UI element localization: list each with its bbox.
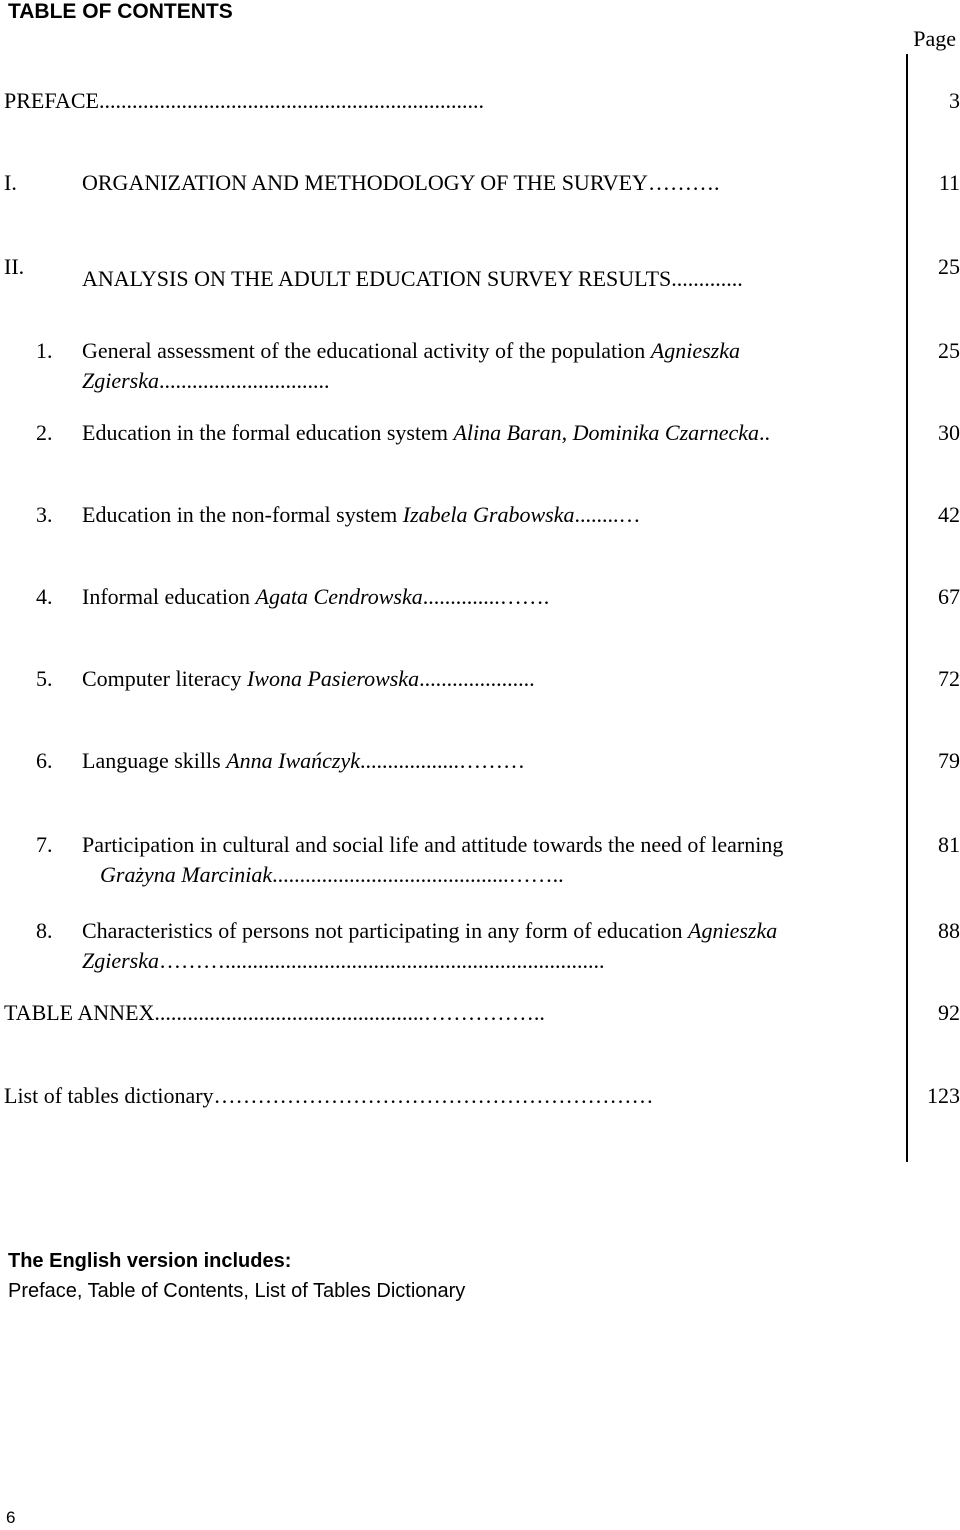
entry-page: 25 (938, 254, 960, 279)
entry-number: 2. (36, 420, 53, 445)
entry-leader: ............................... (159, 368, 330, 393)
entry-title: General assessment of the educational activity of the population (82, 338, 651, 363)
entry-title: Education in the non-formal system (82, 502, 403, 527)
entry-title: TABLE ANNEX.................................................…………….. (4, 1000, 545, 1025)
entry-number: 7. (36, 832, 53, 857)
entry-number: 8. (36, 918, 53, 943)
entry-author-cont: Zgierska (82, 368, 159, 393)
entry-title: Participation in cultural and social life and attitude towards the need of learning (82, 832, 784, 857)
entry-title: Characteristics of persons not participating in any form of education (82, 918, 689, 943)
entry-page: 30 (938, 420, 960, 445)
entry-leader: ........… (574, 502, 641, 527)
english-version-heading: The English version includes: (8, 1250, 292, 1272)
entry-title: List of tables dictionary…………………………………………………… (4, 1083, 654, 1108)
toc-entry-tables-dictionary[interactable] (4, 1081, 654, 1111)
entry-page: 72 (938, 666, 960, 691)
entry-number: 1. (36, 338, 53, 363)
entry-author: Agnieszka (688, 918, 778, 943)
entry-title: ANALYSIS ON THE ADULT EDUCATION SURVEY RESULTS............. (82, 266, 743, 291)
entry-page: 42 (938, 502, 960, 527)
toc-entry-computer-literacy[interactable] (82, 664, 535, 694)
toc-entry-general-assessment[interactable] (82, 336, 740, 396)
toc-entry-non-formal[interactable] (82, 500, 640, 530)
entry-leader: ..................……… (360, 748, 525, 773)
entry-author: Iwona Pasierowska (246, 666, 420, 691)
entry-number: 4. (36, 584, 53, 609)
entry-title: Language skills (82, 748, 227, 773)
entry-author: Anna Iwańczyk (226, 748, 360, 773)
toc-entry-language-skills[interactable] (82, 746, 525, 776)
entry-page: 79 (938, 748, 960, 773)
english-version-text: Preface, Table of Contents, List of Tables Dictionary (8, 1280, 466, 1302)
entry-title: PREFACE...................................................................... (4, 88, 484, 113)
toc-entry-formal-education[interactable] (82, 418, 770, 448)
page-column-label: Page (913, 26, 956, 51)
entry-page: 3 (949, 88, 960, 113)
entry-leader: ..............……. (422, 584, 550, 609)
entry-number: I. (4, 170, 17, 195)
entry-title: ORGANIZATION AND METHODOLOGY OF THE SURVEY………. (82, 170, 720, 195)
toc-entry-analysis[interactable] (82, 264, 743, 294)
entry-author-cont: Zgierska (82, 948, 159, 973)
toc-entry-organization[interactable] (4, 168, 719, 198)
entry-page: 92 (938, 1000, 960, 1025)
entry-author: Alina Baran, Dominika Czarnecka (453, 420, 759, 445)
entry-page: 88 (938, 918, 960, 943)
entry-leader: .. (759, 420, 770, 445)
page-number: 6 (6, 1508, 16, 1527)
entry-number: 5. (36, 666, 53, 691)
entry-title: Education in the formal education system (82, 420, 454, 445)
toc-entry-table-annex[interactable] (4, 998, 545, 1028)
entry-number: 3. (36, 502, 53, 527)
entry-author: Grażyna Marciniak (100, 862, 273, 887)
entry-leader: ...........................................…….. (272, 862, 564, 887)
entry-leader: ………..................................................................... (159, 948, 605, 973)
entry-number: II. (4, 254, 25, 279)
toc-heading: TABLE OF CONTENTS (8, 0, 233, 23)
entry-title: Computer literacy (82, 666, 247, 691)
toc-entry-non-participants[interactable] (82, 916, 777, 976)
entry-author: Agnieszka (650, 338, 740, 363)
entry-number: 6. (36, 748, 53, 773)
entry-author: Izabela Grabowska (402, 502, 575, 527)
entry-title: Informal education (82, 584, 256, 609)
entry-page: 25 (938, 338, 960, 363)
entry-leader: ..................... (419, 666, 535, 691)
toc-entry-preface[interactable] (4, 86, 484, 116)
toc-entry-informal[interactable] (82, 582, 549, 612)
entry-page: 81 (938, 832, 960, 857)
entry-page: 11 (938, 170, 960, 195)
toc-entry-participation[interactable] (82, 830, 783, 890)
entry-page: 123 (927, 1083, 960, 1108)
entry-author: Agata Cendrowska (255, 584, 423, 609)
entry-page: 67 (938, 584, 960, 609)
